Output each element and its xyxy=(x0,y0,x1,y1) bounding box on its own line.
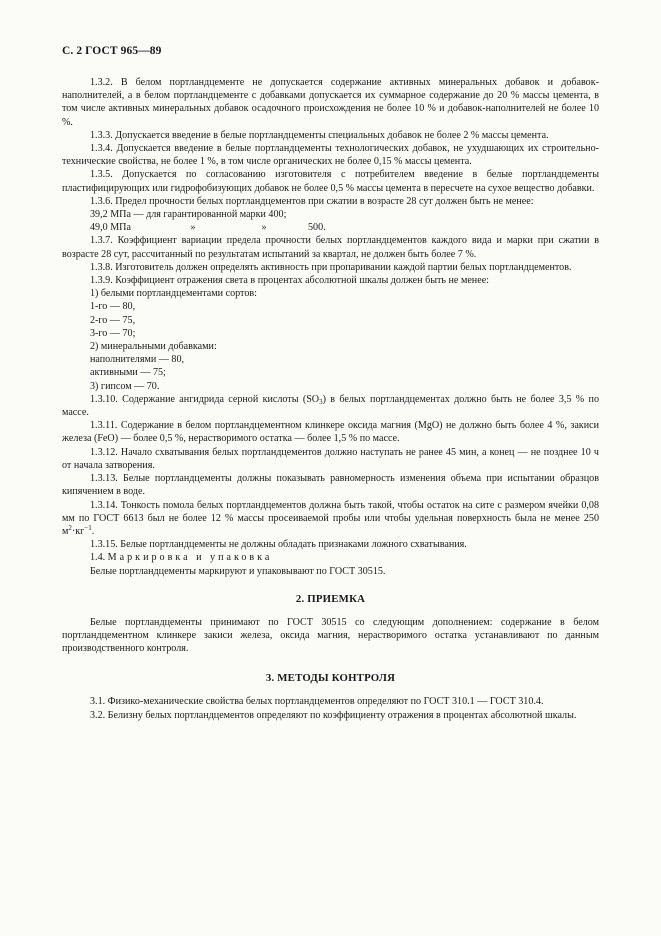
list-item: 2) минеральными добавками: xyxy=(90,341,217,353)
clause-title: Маркировка и упаковка xyxy=(107,552,273,564)
page-header: С. 2 ГОСТ 965—89 xyxy=(62,45,162,57)
subscript: 3 xyxy=(319,397,323,406)
ditto-mark: » xyxy=(261,222,267,234)
superscript: −1 xyxy=(84,523,92,532)
paragraph-1-3-5: 1.3.5. Допускается по согласованию изготовителя с потребителем введение в белые портландцементы пластифицирующих или гидрофобизующих добавок не более 0,5 % массы цемента в пересчете на сухое вещество добавки. xyxy=(62,169,599,194)
paragraph-1-3-13: 1.3.13. Белые портландцементы должны показывать равномерность изменения объема при испытании образцов кипячением в воде. xyxy=(62,473,599,498)
clause-number: 1.4. xyxy=(90,552,106,564)
list-item: наполнителями — 80, xyxy=(90,354,185,366)
paragraph-1-3-8: 1.3.8. Изготовитель должен определять активность при пропаривании каждой партии белых портландцементов. xyxy=(90,261,572,273)
ditto-mark: » xyxy=(190,222,196,234)
paragraph-1-3-15: 1.3.15. Белые портландцементы не должны обладать признаками ложного схватывания. xyxy=(90,539,467,551)
paragraph-1-3-12: 1.3.12. Начало схватывания белых портландцементов должно наступать не ранее 45 мин, а конец — не позднее 10 ч от начала затворения. xyxy=(62,446,599,471)
list-item: активными — 75; xyxy=(90,367,166,379)
paragraph-1-3-10 xyxy=(62,393,599,419)
strength-grade-400: 39,2 МПа — для гарантированной марки 400; xyxy=(90,209,287,221)
document-body xyxy=(62,76,599,722)
text-part: ) в белых портландцементах должно быть не более 3,5 % по массе. xyxy=(62,393,599,419)
superscript: 2 xyxy=(68,523,72,532)
paragraph-1-3-3: 1.3.3. Допускается введение в белые портландцементы специальных добавок не более 2 % массы цемента. xyxy=(90,129,549,141)
text-part: ·кг xyxy=(71,525,85,537)
paragraph-1-3-11: 1.3.11. Содержание в белом портландцементном клинкере оксида магния (MgO) не должно быть более 4 %, закиси железа (FeO) — более 0,5 %, нерастворимого остатка — более 1,5 % по массе. xyxy=(62,420,599,445)
paragraph-1-3-9: 1.3.9. Коэффициент отражения света в процентах абсолютной шкалы должен быть не менее: xyxy=(90,275,489,287)
text-part: 1.3.14. Тонкость помола белых портландцементов должна быть такой, чтобы остаток на сите с размером ячейки 0,08 мм по ГОСТ 6613 был не более 12 % массы просеиваемой пробы или чтобы удельная поверхность была не менее 250 м xyxy=(62,499,599,537)
list-item: 3) гипсом — 70. xyxy=(90,380,160,392)
paragraph-1-3-2: 1.3.2. В белом портландцементе не допускается содержание активных минеральных добавок и добавок-наполнителей, а в белом портландцементе с добавками допускается их суммарное содержание до 20 % массы цемента, в том числе активных минеральных добавок осадочного происхождения не более 10 % и добавок-наполнителей не более 10 %. xyxy=(62,77,599,128)
paragraph-1-4 xyxy=(62,551,599,564)
section-title-methods: 3. МЕТОДЫ КОНТРОЛЯ xyxy=(265,672,396,685)
paragraph-1-4-text: Белые портландцементы маркируют и упаковывают по ГОСТ 30515. xyxy=(90,565,386,577)
strength-grade-500 xyxy=(62,221,599,234)
paragraph-acceptance: Белые портландцементы принимают по ГОСТ 30515 со следующим дополнением: содержание в белом портландцементном клинкере закиси железа, оксида магния, нерастворимого остатка устанавливают по данным производственного контроля. xyxy=(62,616,599,655)
grade-number: 500. xyxy=(308,222,326,234)
strength-value: 49,0 МПа xyxy=(90,222,131,234)
paragraph-1-3-14 xyxy=(62,499,599,539)
paragraph-1-3-7: 1.3.7. Коэффициент вариации предела прочности белых портландцементов каждого вида и марки при сжатии в возрасте 28 сут, рассчитанный по результатам испытаний за квартал, не должен быть более 7 %. xyxy=(62,235,599,260)
text-part: 1.3.10. Содержание ангидрида серной кислоты (SO xyxy=(90,393,320,405)
list-item: 1) белыми портландцементами сортов: xyxy=(90,288,257,300)
paragraph-1-3-6: 1.3.6. Предел прочности белых портландцементов при сжатии в возрасте 28 сут должен быть не менее: xyxy=(90,195,534,207)
text-part: . xyxy=(91,525,95,537)
list-item: 2-го — 75, xyxy=(90,314,136,326)
paragraph-1-3-4: 1.3.4. Допускается введение в белые портландцементы технологических добавок, не ухудшающих их строительно-технические свойства, не более 1 %, в том числе органических не более 0,15 % массы цемента. xyxy=(62,143,599,168)
paragraph-3-2: 3.2. Белизну белых портландцементов определяют по коэффициенту отражения в процентах абсолютной шкалы. xyxy=(90,709,577,721)
list-item: 3-го — 70; xyxy=(90,327,136,339)
section-title-acceptance: 2. ПРИЕМКА xyxy=(295,592,366,605)
list-item: 1-го — 80, xyxy=(90,301,136,313)
paragraph-3-1: 3.1. Физико-механические свойства белых портландцементов определяют по ГОСТ 310.1 — ГОСТ 310.4. xyxy=(90,696,544,708)
